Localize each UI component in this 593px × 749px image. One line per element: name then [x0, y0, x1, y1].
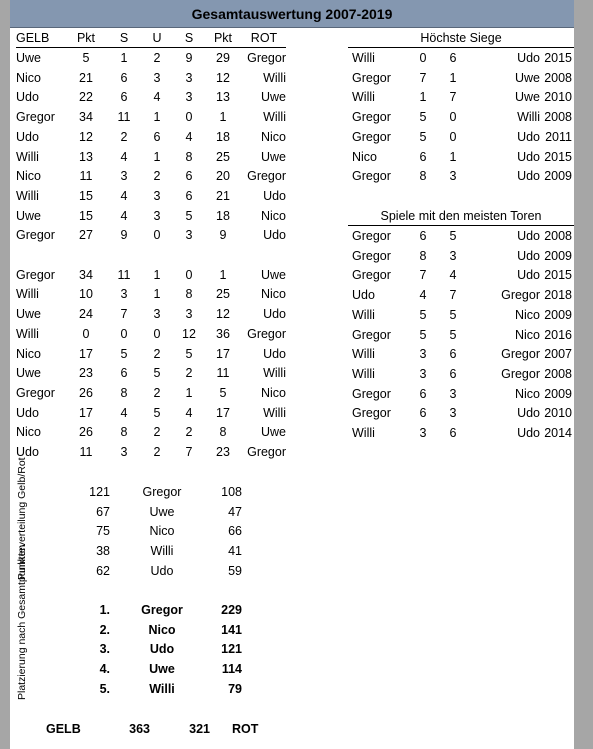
main-table-cell	[204, 246, 242, 265]
most-goals-cell: 6	[419, 406, 427, 421]
main-table-cell	[242, 246, 286, 265]
main-table-cell: 6	[153, 129, 161, 144]
header-underline	[16, 47, 286, 48]
most-goals-cell: 5	[449, 229, 457, 243]
most-goals-cell: 2008	[544, 366, 572, 381]
main-table-cell: 17	[216, 405, 230, 420]
totals-rot-label: ROT	[232, 722, 259, 736]
highest-wins-cell: Willi	[352, 51, 375, 65]
main-table-cell: 5	[82, 51, 90, 65]
main-table-cell: 21	[216, 188, 230, 203]
main-table-cell: 3	[153, 70, 161, 85]
ranking-player: Nico	[148, 622, 176, 637]
main-table-cell: 6	[120, 90, 128, 105]
highest-wins-cell: Gregor	[352, 169, 391, 184]
totals-gelb-label: GELB	[46, 722, 81, 736]
main-header-cell: GELB	[16, 31, 50, 45]
ranking-points: 79	[228, 681, 242, 696]
most-goals-cell: 2009	[544, 386, 572, 401]
main-table-cell: 26	[79, 385, 93, 400]
main-table-cell: 1	[153, 267, 161, 282]
most-goals-cell: Gregor	[501, 366, 540, 381]
highest-wins-cell: 5	[419, 110, 427, 125]
highest-wins-cell: 2009	[544, 169, 572, 184]
most-goals-cell: 6	[449, 347, 457, 362]
main-table-cell: 3	[120, 445, 128, 459]
main-table-cell: Gregor	[16, 110, 55, 125]
most-goals-cell: 5	[449, 327, 457, 342]
ranking-player: Udo	[149, 642, 175, 657]
main-table-cell: Udo	[263, 346, 286, 361]
main-table-cell: Uwe	[16, 366, 42, 381]
most-goals-cell: Nico	[514, 327, 540, 342]
main-table-cell: 9	[120, 228, 128, 243]
main-table-cell: 0	[153, 228, 161, 243]
main-table-cell: Nico	[16, 169, 42, 184]
header-underline	[348, 47, 574, 48]
highest-wins-cell: 3	[449, 169, 457, 184]
points-gelb: 121	[89, 485, 110, 499]
most-goals-cell: 4	[419, 288, 427, 303]
main-table-cell: 17	[79, 346, 93, 361]
main-table-cell: 7	[120, 307, 128, 322]
highest-wins-cell: Udo	[517, 51, 540, 65]
main-table-cell: Willi	[263, 110, 286, 125]
main-table-cell: 25	[216, 149, 230, 164]
main-table-cell: 26	[79, 425, 93, 440]
main-table-cell: 2	[153, 169, 161, 184]
most-goals-cell: Nico	[514, 307, 540, 322]
ranking-place: 3.	[99, 642, 110, 657]
most-goals-cell: Gregor	[352, 248, 391, 263]
highest-wins-cell: 0	[419, 51, 427, 65]
main-table-cell: 21	[79, 70, 93, 85]
totals-gelb-value: 363	[129, 722, 150, 736]
main-table-cell: Nico	[260, 208, 286, 223]
most-goals-cell: 6	[449, 366, 457, 381]
main-table-cell: 22	[79, 90, 93, 105]
most-goals-cell: 4	[449, 268, 457, 283]
main-table-cell: Nico	[16, 70, 42, 85]
main-table-cell: 34	[79, 267, 93, 282]
main-table-cell: 0	[82, 326, 90, 341]
header-underline	[348, 225, 574, 226]
main-table-cell: 9	[185, 51, 193, 65]
most-goals-cell: 2016	[544, 327, 572, 342]
most-goals-cell: Udo	[517, 406, 540, 421]
points-player: Udo	[150, 563, 174, 578]
most-goals-cell: Udo	[352, 288, 375, 303]
main-table-cell: 29	[216, 51, 230, 65]
main-table-cell: 11	[79, 445, 93, 459]
main-table-cell: Uwe	[16, 208, 42, 223]
points-rot: 47	[228, 504, 242, 519]
main-table-cell: 2	[185, 425, 193, 440]
main-table-cell: 4	[185, 405, 193, 420]
highest-wins-cell: 7	[449, 90, 457, 105]
main-table-cell: 2	[153, 346, 161, 361]
main-table-cell: 17	[216, 346, 230, 361]
highest-wins-cell: 8	[419, 169, 427, 184]
points-gelb: 67	[96, 504, 110, 519]
main-table-cell: Uwe	[260, 149, 286, 164]
most-goals-cell: 5	[449, 307, 457, 322]
points-player: Uwe	[149, 504, 175, 519]
main-table-cell: 1	[219, 110, 227, 125]
totals-rot-value: 321	[189, 722, 210, 736]
most-goals-cell: 6	[419, 386, 427, 401]
main-table-cell: 15	[79, 188, 93, 203]
most-goals-cell: 5	[419, 307, 427, 322]
main-table-cell: Uwe	[260, 425, 286, 440]
main-table-cell: 3	[153, 188, 161, 203]
most-goals-cell: 2007	[544, 347, 572, 362]
most-goals-cell: 3	[419, 426, 427, 440]
main-table-cell: Willi	[16, 326, 39, 341]
main-table-cell: Gregor	[16, 228, 55, 243]
main-table-cell: 2	[185, 366, 193, 381]
highest-wins-cell: Udo	[517, 149, 540, 164]
main-table-cell: 12	[79, 129, 93, 144]
main-table-cell: 3	[185, 307, 193, 322]
highest-wins-cell: 2015	[544, 51, 572, 65]
main-table-cell: 4	[120, 149, 128, 164]
points-gelb: 62	[96, 563, 110, 578]
main-table-cell: Nico	[260, 385, 286, 400]
most-goals-cell: 6	[419, 229, 427, 243]
main-table-cell	[68, 246, 104, 265]
main-table-cell: 8	[120, 425, 128, 440]
spreadsheet-sheet	[10, 0, 574, 749]
main-table-cell: 11	[216, 366, 230, 381]
main-table-cell: Udo	[16, 129, 39, 144]
main-table-cell: 6	[185, 188, 193, 203]
main-table-cell: Willi	[263, 405, 286, 420]
most-goals-cell: 2009	[544, 248, 572, 263]
main-table-cell: 6	[120, 366, 128, 381]
main-table-cell: Willi	[16, 188, 39, 203]
main-table-cell: 11	[117, 110, 131, 125]
main-table-cell: 4	[120, 405, 128, 420]
highest-wins-cell: 5	[419, 129, 427, 144]
main-table-cell: 34	[79, 110, 93, 125]
main-table-cell: Udo	[263, 188, 286, 203]
highest-wins-cell: 6	[449, 51, 457, 65]
points-gelb: 38	[96, 544, 110, 559]
ranking-points: 229	[221, 603, 242, 617]
main-table-cell: 4	[185, 129, 193, 144]
main-table-cell: Udo	[263, 228, 286, 243]
main-table-cell: Gregor	[16, 267, 55, 282]
main-table-cell: 5	[185, 208, 193, 223]
highest-wins-cell: 1	[449, 70, 457, 85]
main-table-cell: 2	[153, 425, 161, 440]
highest-wins-cell: Udo	[517, 129, 540, 144]
main-table-cell: 23	[79, 366, 93, 381]
main-table-cell: Udo	[16, 90, 39, 105]
highest-wins-cell: 6	[419, 149, 427, 164]
ranking-points: 121	[221, 642, 242, 657]
points-rot: 66	[228, 524, 242, 539]
main-table-cell: Nico	[260, 129, 286, 144]
main-table-cell: 15	[79, 208, 93, 223]
main-table-cell: Uwe	[16, 51, 42, 65]
points-player: Willi	[150, 544, 174, 559]
main-table-cell: Gregor	[247, 169, 286, 184]
most-goals-cell: 3	[419, 347, 427, 362]
main-header-cell: Pkt	[76, 31, 96, 45]
main-table-cell: 10	[79, 287, 93, 302]
ranking-place: 4.	[99, 662, 110, 677]
highest-wins-cell: Uwe	[514, 70, 540, 85]
most-goals-cell: 2015	[544, 268, 572, 283]
main-table-cell: Willi	[16, 149, 39, 164]
highest-wins-cell: 0	[449, 129, 457, 144]
main-table-cell: 20	[216, 169, 230, 184]
main-table-cell: 5	[153, 405, 161, 420]
main-table-cell: 8	[185, 149, 193, 164]
main-table-cell: 2	[120, 129, 128, 144]
main-table-cell: 18	[216, 129, 230, 144]
most-goals-cell: 2010	[544, 406, 572, 421]
main-table-cell: 6	[120, 70, 128, 85]
most-goals-cell: Udo	[517, 229, 540, 243]
main-table-cell: 25	[216, 287, 230, 302]
highest-wins-title: Höchste Siege	[420, 31, 502, 45]
ranking-place: 2.	[99, 622, 110, 637]
main-table-cell: 2	[153, 51, 161, 65]
main-table-cell: 3	[185, 90, 193, 105]
main-table-cell: 3	[120, 287, 128, 302]
highest-wins-cell: Nico	[352, 149, 378, 164]
main-table-cell: 23	[216, 445, 230, 459]
main-table-cell: 9	[219, 228, 227, 243]
most-goals-cell: 2009	[544, 307, 572, 322]
main-table-cell: 1	[153, 110, 161, 125]
points-gelb: 75	[96, 524, 110, 539]
main-table-cell: 3	[185, 228, 193, 243]
main-table-cell: 3	[153, 307, 161, 322]
highest-wins-cell: 2011	[545, 129, 572, 144]
main-table-cell: 24	[79, 307, 93, 322]
main-table-cell: Udo	[263, 307, 286, 322]
main-table-cell: Willi	[263, 366, 286, 381]
main-table-cell: Willi	[16, 287, 39, 302]
most-goals-cell: Gregor	[352, 229, 391, 243]
points-rot: 108	[221, 485, 242, 499]
most-goals-cell: Udo	[517, 248, 540, 263]
most-goals-cell: Gregor	[501, 288, 540, 303]
main-table-cell: 1	[153, 287, 161, 302]
highest-wins-cell: Udo	[517, 169, 540, 184]
main-table-cell: Nico	[260, 287, 286, 302]
most-goals-cell: 2018	[544, 288, 572, 303]
main-table-cell: 5	[153, 366, 161, 381]
main-table-cell: 2	[153, 385, 161, 400]
ranking-place: 1.	[99, 603, 110, 617]
most-goals-title: Spiele mit den meisten Toren	[380, 209, 542, 223]
highest-wins-cell: Willi	[517, 110, 540, 125]
main-table-cell: 11	[117, 267, 131, 282]
points-rot: 41	[228, 544, 242, 559]
main-table-cell: 3	[120, 169, 128, 184]
main-table-cell: 3	[153, 208, 161, 223]
main-table-cell: Uwe	[16, 307, 42, 322]
main-table-cell: 18	[216, 208, 230, 223]
ranking-label: Platzierung nach Gesamtpunkten	[16, 544, 28, 700]
highest-wins-cell: Willi	[352, 90, 375, 105]
main-table-cell	[140, 246, 174, 265]
highest-wins-cell: 1	[419, 90, 427, 105]
main-table-cell: Gregor	[247, 445, 286, 459]
ranking-player: Uwe	[149, 662, 175, 677]
main-table-cell: 13	[79, 149, 93, 164]
most-goals-cell: 2008	[544, 229, 572, 243]
main-table-cell: 11	[79, 169, 93, 184]
highest-wins-cell: Gregor	[352, 129, 391, 144]
main-table-cell: Nico	[16, 425, 42, 440]
highest-wins-cell: Uwe	[514, 90, 540, 105]
main-header-cell: S	[184, 31, 194, 45]
highest-wins-cell: 2015	[544, 149, 572, 164]
points-player: Gregor	[142, 485, 182, 499]
main-table-cell: 8	[219, 425, 227, 440]
main-table-cell: 7	[185, 445, 193, 459]
main-table-cell: 4	[153, 90, 161, 105]
main-table-cell: Willi	[263, 70, 286, 85]
highest-wins-cell: 2008	[544, 110, 572, 125]
most-goals-cell: 2014	[544, 426, 572, 440]
main-table-cell: Gregor	[16, 385, 55, 400]
highest-wins-cell: 2008	[544, 70, 572, 85]
most-goals-cell: Udo	[517, 426, 540, 440]
highest-wins-cell: 1	[449, 149, 457, 164]
ranking-points: 114	[221, 662, 242, 677]
main-table-cell: Uwe	[260, 90, 286, 105]
main-table-cell: 5	[219, 385, 227, 400]
main-table-cell: Gregor	[247, 326, 286, 341]
most-goals-cell: Udo	[517, 268, 540, 283]
main-table-cell: 12	[216, 307, 230, 322]
main-table-cell: 12	[182, 326, 196, 341]
main-header-cell: ROT	[250, 31, 278, 45]
most-goals-cell: Gregor	[352, 327, 391, 342]
main-header-cell: U	[152, 31, 162, 45]
main-table-cell: 6	[185, 169, 193, 184]
most-goals-cell: 8	[419, 248, 427, 263]
main-table-cell: Udo	[16, 405, 39, 420]
main-table-cell: 1	[185, 385, 193, 400]
main-table-cell: 3	[185, 70, 193, 85]
main-table-cell	[16, 246, 60, 265]
points-rot: 59	[228, 563, 242, 578]
most-goals-cell: 6	[449, 426, 457, 440]
main-table-cell: 36	[216, 326, 230, 341]
main-table-cell: 5	[120, 346, 128, 361]
most-goals-cell: 5	[419, 327, 427, 342]
ranking-points: 141	[221, 622, 242, 637]
main-table-cell: 0	[120, 326, 128, 341]
highest-wins-cell: 0	[449, 110, 457, 125]
ranking-player: Gregor	[141, 603, 183, 617]
most-goals-cell: Gregor	[352, 268, 391, 283]
main-table-cell	[174, 246, 204, 265]
main-table-cell: Udo	[16, 445, 39, 459]
main-table-cell	[108, 246, 140, 265]
main-table-cell: 17	[79, 405, 93, 420]
main-table-cell: 4	[120, 208, 128, 223]
main-table-cell: 8	[185, 287, 193, 302]
most-goals-cell: 3	[449, 406, 457, 421]
main-table-cell: 27	[79, 228, 93, 243]
most-goals-cell: 3	[449, 386, 457, 401]
most-goals-cell: 7	[419, 268, 427, 283]
main-table-cell: 1	[120, 51, 128, 65]
main-table-cell: 5	[185, 346, 193, 361]
sheet-title: Gesamtauswertung 2007-2019	[10, 0, 574, 28]
main-table-cell: Nico	[16, 346, 42, 361]
points-distribution-label: Punkteverteilung Gelb/Rot	[16, 457, 28, 580]
most-goals-cell: Gregor	[352, 406, 391, 421]
main-table-cell: 4	[120, 188, 128, 203]
highest-wins-cell: 2010	[544, 90, 572, 105]
most-goals-cell: Gregor	[352, 386, 391, 401]
ranking-place: 5.	[99, 681, 110, 696]
ranking-player: Willi	[149, 681, 175, 696]
most-goals-cell: 3	[449, 248, 457, 263]
highest-wins-cell: Gregor	[352, 70, 391, 85]
main-table-cell: 0	[185, 110, 193, 125]
main-table-cell: 0	[185, 267, 193, 282]
main-table-cell: 8	[120, 385, 128, 400]
main-table-cell: Gregor	[247, 51, 286, 65]
main-table-cell: 12	[216, 70, 230, 85]
main-table-cell: Uwe	[260, 267, 286, 282]
most-goals-cell: 3	[419, 366, 427, 381]
main-table-cell: 13	[216, 90, 230, 105]
main-header-cell: S	[119, 31, 129, 45]
highest-wins-cell: Gregor	[352, 110, 391, 125]
highest-wins-cell: 7	[419, 70, 427, 85]
main-table-cell: 2	[153, 445, 161, 459]
main-table-cell: 0	[153, 326, 161, 341]
most-goals-cell: 7	[449, 288, 457, 303]
most-goals-cell: Willi	[352, 426, 375, 440]
points-player: Nico	[149, 524, 175, 539]
most-goals-cell: Gregor	[501, 347, 540, 362]
main-table-cell: 1	[153, 149, 161, 164]
most-goals-cell: Nico	[514, 386, 540, 401]
most-goals-cell: Willi	[352, 307, 375, 322]
main-table-cell: 1	[219, 267, 227, 282]
most-goals-cell: Willi	[352, 347, 375, 362]
most-goals-cell: Willi	[352, 366, 375, 381]
main-header-cell: Pkt	[213, 31, 233, 45]
